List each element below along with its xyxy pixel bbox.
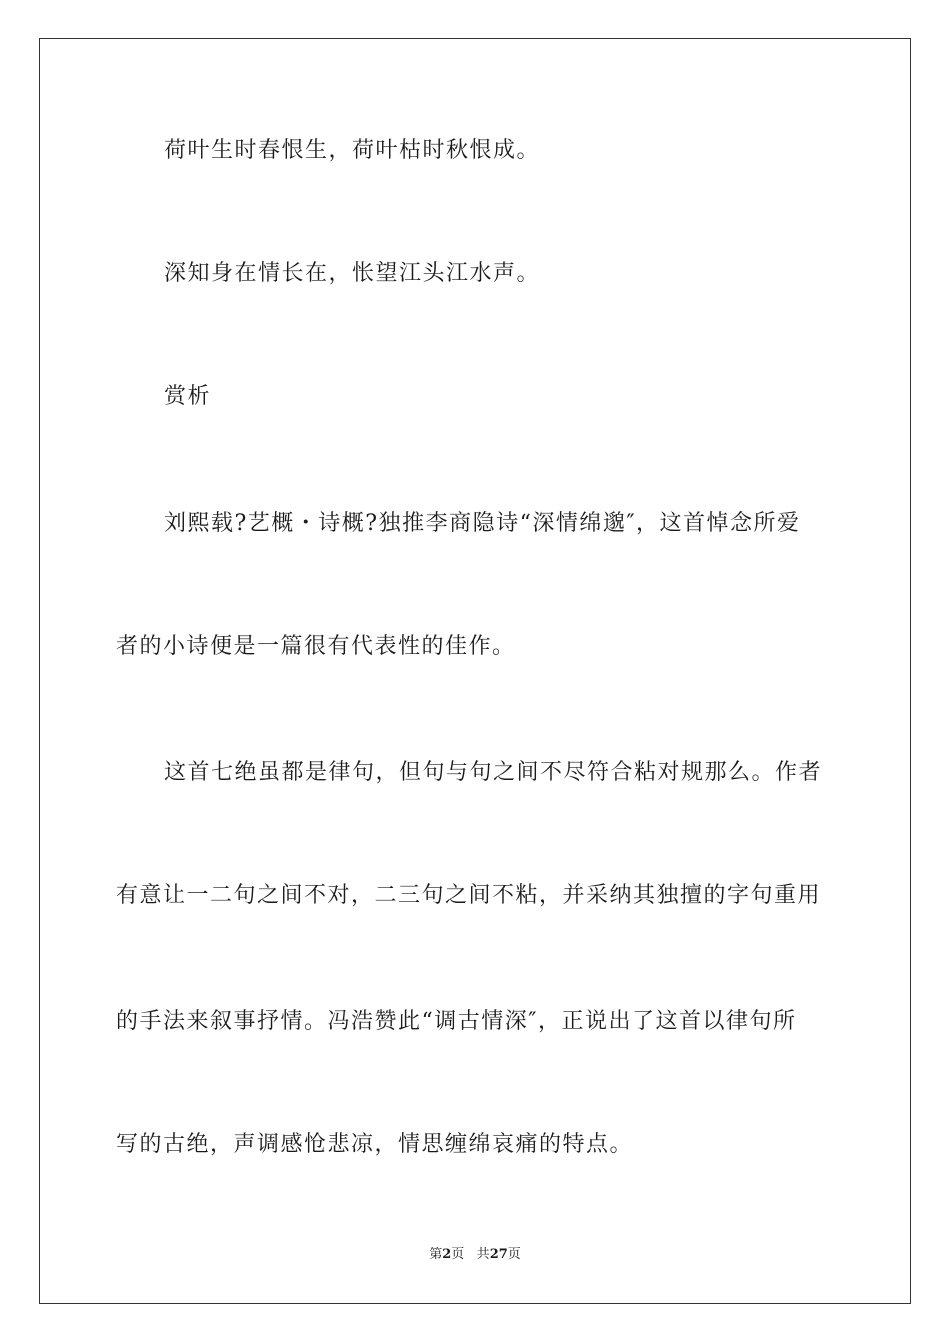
paragraph-2-line-2: 有意让一二句之间不对，二三句之间不粘，并采纳其独擅的字句重用 (116, 883, 822, 908)
total-suffix: 页 (507, 1247, 521, 1262)
total-pages: 27 (489, 1247, 508, 1262)
page-frame (39, 38, 911, 1304)
paragraph-2-line-4: 写的古绝，声调感怆悲凉，情思缠绵哀痛的特点。 (116, 1132, 634, 1157)
section-heading: 赏析 (164, 384, 212, 409)
poem-line-1: 荷叶生时春恨生，荷叶枯时秋恨成。 (164, 138, 541, 163)
paragraph-1-line-2: 者的小诗便是一篇很有代表性的佳作。 (116, 634, 516, 659)
poem-line-2: 深知身在情长在，怅望江头江水声。 (164, 261, 541, 286)
page-number: 2 (442, 1247, 452, 1262)
paragraph-1-line-1: 刘熙载?艺概・诗概?独推李商隐诗“深情绵邈″，这首悼念所爱 (164, 511, 801, 536)
paragraph-2-line-1: 这首七绝虽都是律句，但句与句之间不尽符合粘对规那么。作者 (164, 760, 823, 785)
page-footer (0, 1246, 950, 1264)
page-suffix: 页 (451, 1247, 465, 1262)
total-prefix: 共 (476, 1247, 490, 1262)
page-prefix: 第 (429, 1247, 443, 1262)
paragraph-2-line-3: 的手法来叙事抒情。冯浩赞此“调古情深″，正说出了这首以律句所 (116, 1009, 797, 1034)
